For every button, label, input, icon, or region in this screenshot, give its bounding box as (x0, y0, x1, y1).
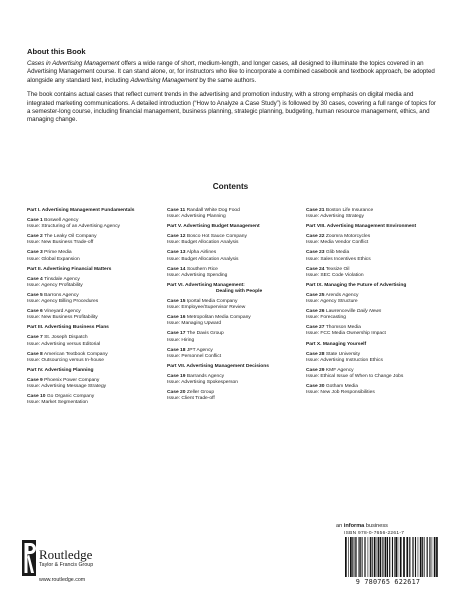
case-issue: Issue: SEC Code Violation (306, 272, 364, 278)
case-issue: Issue: Global Expansion (27, 256, 80, 262)
part-heading (306, 342, 438, 348)
case-title: American Textbook Company (43, 351, 108, 357)
case-title: Alpha Airlines (186, 250, 217, 256)
case-title: Arends Agency (325, 292, 359, 298)
case-number: Case 23 (306, 250, 325, 256)
case-title: Thomson Media (325, 325, 361, 331)
companion-title-italic: Advertising Management (130, 76, 198, 84)
case-number: Case 16 (167, 315, 186, 321)
case-title: Phoenix Power Company (44, 377, 100, 383)
informa-prefix: an (336, 523, 344, 529)
about-paragraph-2: The book contains actual cases that reflect current trends in the advertising and promotion industry, with a strong emphasis on digital media and integrated marketing communications. A detailed introduction (“How to Analyze a Case Study”) is followed by 30 cases, covering a full range of topics for a semester-long course, including financial management, business planning, strategic planning, budgeting, human resource management, ethics, and managing change. (27, 91, 436, 124)
case-issue: Issue: New Business Profitability (27, 315, 98, 321)
case-number: Case 26 (306, 309, 325, 315)
about-paragraph-1 (27, 60, 439, 85)
case-entry (167, 331, 299, 343)
case-title: Randall White Dog Food (186, 208, 240, 213)
case-entry (167, 348, 299, 360)
case-number: Case 30 (306, 383, 325, 389)
case-entry (27, 352, 159, 364)
case-entry (27, 250, 159, 262)
case-entry (27, 394, 159, 406)
case-number: Case 1 (27, 218, 43, 224)
case-entry (167, 374, 299, 386)
publisher-name: Routledge (39, 547, 93, 562)
case-title: Iportal Media Company (186, 299, 238, 305)
part-heading-text: Part X. Managing Yourself (306, 341, 367, 347)
informa-brand: informa (343, 523, 365, 529)
case-number: Case 12 (167, 234, 186, 240)
case-entry (306, 325, 438, 337)
case-issue: Issue: Client Trade-off (167, 396, 215, 402)
contents-column-1 (27, 208, 159, 410)
part-heading-text: Part I. Advertising Management Fundamentals (27, 208, 135, 213)
case-issue: Issue: Media Vendor Conflict (306, 240, 369, 246)
case-title: Zeller Group (186, 390, 215, 396)
part-heading (306, 224, 438, 230)
part-heading (167, 224, 299, 230)
case-issue: Issue: Advertising Message Strategy (27, 383, 107, 389)
part-heading (27, 368, 159, 374)
case-title: Barrands Agency (186, 373, 225, 379)
case-number: Case 10 (27, 394, 46, 400)
case-number: Case 8 (27, 351, 43, 357)
part-heading (167, 364, 299, 370)
about-p1-text-b: by the same authors. (197, 76, 257, 84)
case-title: The Davis Group (186, 331, 224, 337)
part-heading (27, 208, 159, 214)
case-number: Case 20 (167, 390, 186, 396)
case-issue: Issue: Market Segmentation (27, 400, 88, 406)
publisher-website[interactable]: www.routledge.com (39, 577, 86, 583)
case-title: KMF Agency (325, 367, 354, 373)
case-issue: Issue: FCC Media Ownership Impact (306, 331, 386, 337)
case-number: Case 4 (27, 276, 43, 282)
book-title-italic: Cases in Advertising Management (27, 60, 120, 67)
case-entry (306, 309, 438, 321)
case-issue: Issue: Structuring of an Advertising Agency (27, 224, 120, 230)
case-title: Go Organic Company (46, 394, 95, 400)
case-title: Vineyard Agency (44, 309, 81, 315)
case-issue: Issue: Advertising versus Editorial (27, 341, 101, 347)
case-issue: Issue: Budget Allocation Analysis (167, 240, 239, 246)
case-entry (167, 267, 299, 279)
case-number: Case 5 (27, 292, 43, 298)
case-issue: Issue: Outsourcing versus In-house (27, 357, 104, 363)
case-title: Gotham Media (325, 383, 358, 389)
case-entry (306, 293, 438, 305)
case-entry (27, 378, 159, 390)
case-title: Boswell Agency (44, 218, 79, 224)
case-title: Lawrenceville (325, 309, 357, 315)
case-issue: Issue: Advertising Planning (167, 214, 226, 220)
case-issue: Issue: Advertising Spending (167, 272, 228, 278)
case-title: Prime Media (44, 250, 72, 256)
contents-column-2 (167, 208, 299, 406)
case-title: Zoomra Motorcycles (325, 234, 371, 240)
case-number: Case 11 (167, 208, 186, 213)
about-p1-text-a: offers a wide range of short, medium-length, and longer cases, all designed to illuminate the topics covered in an Advertising Management course. It can stand alone, or, for instructors who like to incorporate a combined casebook and textbook approach, be adopted alongside any standard text, including (27, 60, 435, 84)
case-title: Glib Media (325, 250, 350, 256)
case-issue: Issue: Employee/Supervisor Review (167, 305, 246, 311)
case-number: Case 14 (167, 266, 186, 272)
case-issue: Issue: Hiring (167, 337, 195, 343)
case-entry (306, 384, 438, 396)
about-heading: About this Book (27, 47, 86, 56)
routledge-r-logo-icon (22, 540, 36, 576)
case-number: Case 2 (27, 234, 43, 240)
case-entry (27, 293, 159, 305)
case-number: Case 18 (167, 347, 186, 353)
part-heading-text: Part VII. Advertising Management Decisions (167, 363, 270, 369)
case-title: Barrons Agency (44, 292, 79, 298)
contents-heading: Contents (212, 182, 249, 191)
about-section (27, 47, 439, 131)
informa-suffix: business (364, 523, 388, 529)
case-issue: Issue: Agency Structure (306, 299, 358, 305)
case-number: Case 15 (167, 299, 186, 305)
case-entry (167, 250, 299, 262)
case-title-italic: Daily News (356, 309, 382, 315)
case-issue: Issue: New Job Responsibilities (306, 390, 375, 396)
isbn-text: ISBN 978-0-7656-2261-7 (344, 531, 405, 536)
case-title: Texsize Oil (325, 266, 350, 272)
case-issue: Issue: Personnel Conflict (167, 353, 222, 359)
part-heading-text: Part III. Advertising Business Plans (27, 325, 109, 331)
case-issue: Issue: Forecasting (306, 315, 346, 321)
case-number: Case 22 (306, 234, 325, 240)
part-heading (27, 267, 159, 273)
part-heading-text: Part IX. Managing the Future of Advertising (306, 282, 407, 288)
case-entry (167, 315, 299, 327)
case-entry (27, 309, 159, 321)
case-number: Case 7 (27, 335, 43, 341)
part-heading (306, 283, 438, 289)
case-entry (27, 277, 159, 289)
case-number: Case 29 (306, 367, 325, 373)
case-number: Case 21 (306, 208, 325, 213)
case-number: Case 13 (167, 250, 186, 256)
publisher-tagline: Taylor & Francis Group (39, 562, 94, 568)
case-entry (306, 208, 438, 220)
case-entry (306, 234, 438, 246)
part-heading-text: Part VIII. Advertising Management Environment (306, 224, 417, 230)
case-title: Tinsdale Agency (44, 276, 80, 282)
case-number: Case 25 (306, 292, 325, 298)
case-entry (306, 250, 438, 262)
case-title: State University (325, 351, 361, 357)
part-heading-subtext: Dealing with People (216, 288, 263, 294)
case-title: Metropolitan Media Company (186, 315, 251, 321)
case-number: Case 6 (27, 309, 43, 315)
case-issue: Issue: Agency Billing Procedures (27, 299, 99, 305)
case-entry (167, 299, 299, 311)
part-heading (27, 325, 159, 331)
case-entry (306, 368, 438, 380)
barcode-number: 9 780765 622617 (336, 577, 440, 586)
case-entry (167, 390, 299, 402)
case-issue: Issue: Managing Upward (167, 321, 222, 327)
contents-column-3 (306, 208, 438, 400)
case-number: Case 24 (306, 266, 325, 272)
case-title: JPT Agency (186, 347, 213, 353)
part-heading (167, 283, 299, 295)
case-entry (306, 267, 438, 279)
case-number: Case 9 (27, 377, 43, 383)
case-title: Boston Life Insurance (325, 208, 374, 213)
case-issue: Issue: Budget Allocation Analysis (167, 256, 239, 262)
part-heading-text: Part II. Advertising Financial Matters (27, 266, 112, 272)
case-number: Case 27 (306, 325, 325, 331)
case-issue: Issue: Advertising Spokesperson (167, 379, 238, 385)
case-issue: Issue: Sales Incentives Ethics (306, 256, 371, 262)
case-entry (27, 218, 159, 230)
part-heading-text: Part IV. Advertising Planning (27, 367, 94, 373)
case-entry (306, 352, 438, 364)
case-entry (27, 335, 159, 347)
case-issue: Issue: New Business Trade-off (27, 240, 94, 246)
part-heading-text: Part V. Advertising Budget Management (167, 224, 260, 230)
case-entry (27, 234, 159, 246)
case-title: Southern Rice (186, 266, 218, 272)
case-issue: Issue: Ethical Issue of When to Change Jobs (306, 373, 404, 379)
informa-business-label (336, 523, 388, 529)
case-number: Case 19 (167, 373, 186, 379)
case-issue: Issue: Advertising Strategy (306, 214, 364, 220)
case-entry (167, 208, 299, 220)
part-heading-text: Part VI. Advertising Management: (167, 282, 245, 288)
case-issue: Issue: Advertising Instruction Ethics (306, 357, 383, 363)
case-number: Case 3 (27, 250, 43, 256)
case-issue: Issue: Agency Profitability (27, 282, 83, 288)
case-number: Case 28 (306, 351, 325, 357)
case-entry (167, 234, 299, 246)
case-number: Case 17 (167, 331, 186, 337)
case-title: The Leaky Oil Company (44, 234, 97, 240)
case-title: St. Joseph Dispatch (44, 335, 88, 341)
case-title: Bosco Hot Sauce Company (186, 234, 247, 240)
